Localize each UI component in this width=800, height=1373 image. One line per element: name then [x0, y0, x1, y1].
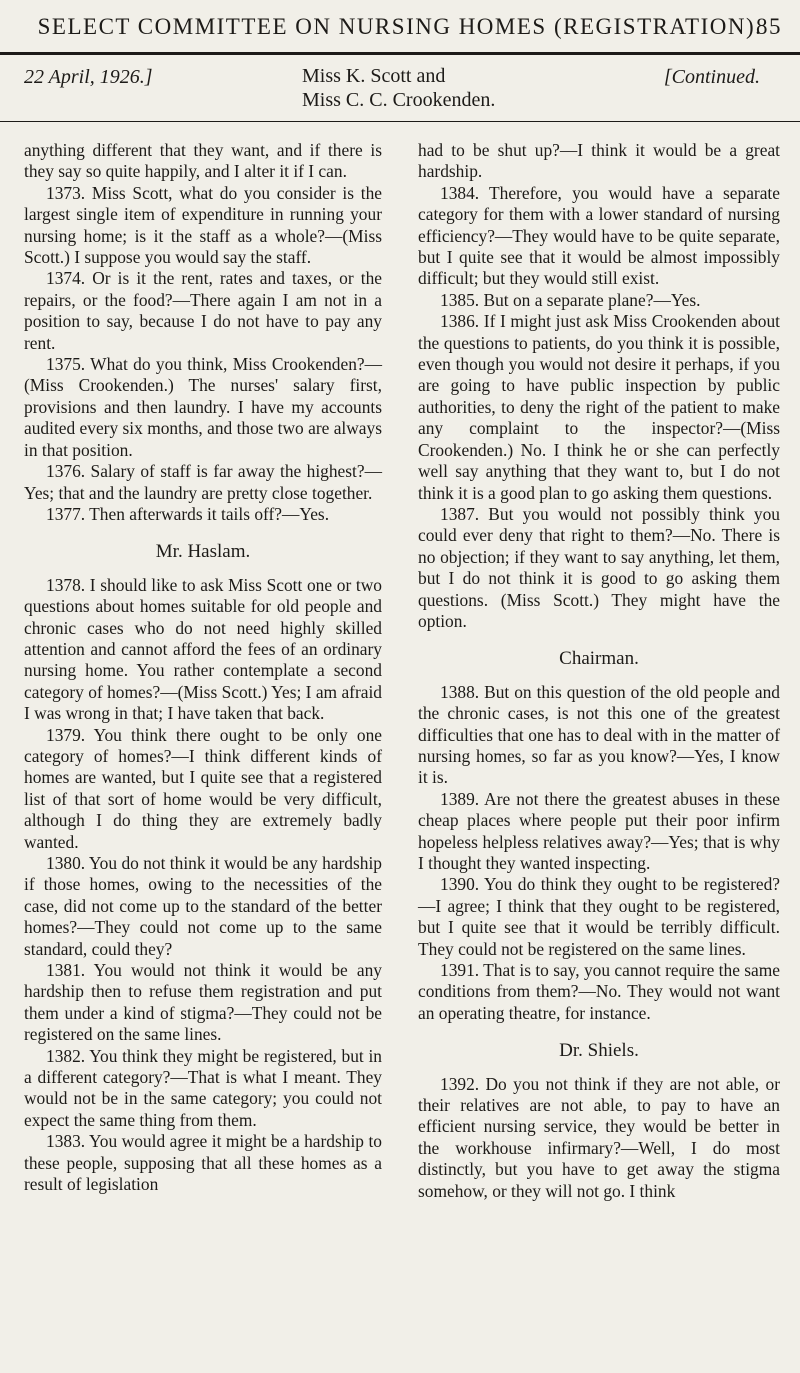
paragraph: 1381. You would not think it would be any hardship then to refuse them registration and put them under a kind of stigma?—They could not be registered on the same lines. — [24, 960, 382, 1045]
paragraph: 1382. You think they might be registered, but in a different category?—That is what I meant. They would not be in the same category; you could not expect the same thing from them. — [24, 1045, 382, 1130]
paragraph: 1377. Then afterwards it tails off?—Yes. — [46, 503, 330, 524]
paragraph: 1373. Miss Scott, what do you consider is the largest single item of expenditure in running your nursing home; is it the staff as a whole?—(Miss Scott.) I suppose you would say the staff. — [24, 182, 382, 268]
continued-label: [Continued. — [663, 66, 760, 88]
left-column — [24, 140, 382, 1196]
speaker-heading: Dr. Shiels. — [559, 1040, 639, 1062]
witness-line-2: Miss C. C. Crookenden. — [302, 89, 496, 111]
page-number: 85 — [756, 14, 782, 39]
header-rule — [0, 52, 800, 55]
paragraph: 1383. You would agree it might be a hardship to these people, supposing that all these homes as a result of legislation — [24, 1131, 382, 1195]
paragraph: 1386. If I might just ask Miss Crookenden about the questions to patients, do you think it is possible, even though you would not desire it perhaps, if you are going to have public inspection by public authorities, to deny the right of the patient to make any complaint to the inspector?—(Miss Crookenden.) No. I think he or she can perfectly well say anything that they want to, but I do not think it is a good plan to go asking them questions. — [418, 311, 780, 503]
paragraph: 1376. Salary of staff is far away the highest?—Yes; that and the laundry are pretty close together. — [24, 461, 382, 503]
paragraph: 1375. What do you think, Miss Crookenden?—(Miss Crookenden.) The nurses' salary first, provisions and then laundry. I have my accounts audited every six months, and those two are always in that position. — [24, 354, 382, 460]
running-title: SELECT COMMITTEE ON NURSING HOMES (REGISTRATION). — [37, 14, 763, 39]
subheader-rule — [0, 121, 800, 122]
speaker-heading: Chairman. — [559, 648, 639, 670]
speaker-heading: Mr. Haslam. — [155, 541, 251, 563]
paragraph: had to be shut up?—I think it would be a great hardship. — [418, 140, 780, 182]
paragraph: 1391. That is to say, you cannot require the same conditions from them?—No. They would not want an operating theatre, for instance. — [418, 960, 780, 1023]
paragraph: 1378. I should like to ask Miss Scott one or two questions about homes suitable for old people and chronic cases who do not need highly skilled attention and cannot afford the fees of an ordinary nursing home. You rather contemplate a second category of homes?—(Miss Scott.) Yes; I am afraid I was wrong in that; I have taken that back. — [24, 574, 382, 724]
right-column — [418, 140, 780, 1202]
paragraph: 1384. Therefore, you would have a separate category for them with a lower standard of nursing efficiency?—They would have to be quite separate, but I quite see that it would be almost impossibly difficult; but they would still exist. — [418, 182, 780, 289]
paragraph: 1374. Or is it the rent, rates and taxes, or the repairs, or the food?—There again I am not in a position to say, because I do not have to pay any rent. — [24, 268, 382, 353]
running-head — [0, 14, 800, 40]
sitting-date: 22 April, 1926.] — [24, 66, 153, 88]
witness-line-1: Miss K. Scott and — [302, 65, 446, 87]
paragraph: 1380. You do not think it would be any hardship if those homes, owing to the necessities of the case, did not come up to the standard of the better homes?—They could not come up to the same standard, could they? — [24, 853, 382, 959]
paragraph: 1388. But on this question of the old people and the chronic cases, is not this one of the greatest difficulties that one has to deal with in the matter of nursing homes, so far as you know?—Yes, I know it is. — [418, 681, 780, 788]
paragraph: 1387. But you would not possibly think you could ever deny that right to them?—No. There is no objection; if they want to say anything, let them, but I do not think it is good to go asking them questions. (Miss Scott.) They might have the option. — [418, 503, 780, 631]
paragraph: 1379. You think there ought to be only one category of homes?—I think different kinds of homes are wanted, but I quite see that a registered list of that sort of home would be very difficult, although I do thing they are extremely badly wanted. — [24, 724, 382, 852]
paragraph: 1390. You do think they ought to be registered?—I agree; I think that they ought to be registered, but I quite see that it would be terribly difficult. They could not be registered on the same lines. — [418, 874, 780, 959]
witness-names — [302, 64, 562, 112]
paragraph: 1392. Do you not think if they are not able, or their relatives are not able, to pay to have an efficient nursing service, they would be better in the workhouse infirmary?—Well, I do most distinctly, but you have to get away the stigma somehow, or they will not go. I think — [418, 1073, 780, 1201]
paragraph: 1389. Are not there the greatest abuses in these cheap places where people put their poor infirm hopeless helpless relatives away?—Yes; that is why I thought they wanted inspecting. — [418, 788, 780, 873]
paragraph: anything different that they want, and if there is they say so quite happily, and I alter it if I can. — [24, 140, 382, 182]
paragraph: 1385. But on a separate plane?—Yes. — [440, 289, 701, 310]
